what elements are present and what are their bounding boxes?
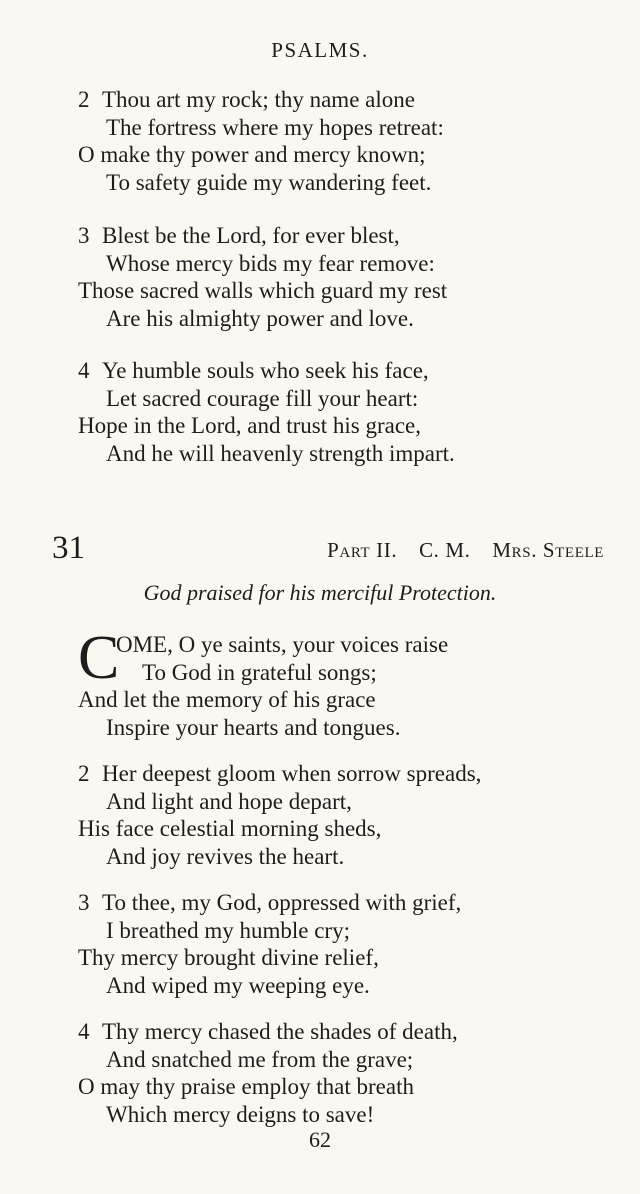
verse-line: OME, O ye saints, your voices raise bbox=[116, 632, 449, 657]
hymn-header bbox=[52, 530, 604, 570]
hymn-number: 31 bbox=[52, 530, 85, 566]
verse-line: 4 Thy mercy chased the shades of death, bbox=[78, 1019, 458, 1044]
verse-line: Thy mercy brought divine relief, bbox=[78, 945, 379, 970]
prev-stanza-3 bbox=[78, 222, 598, 332]
verse-line: Inspire your hearts and tongues. bbox=[106, 714, 401, 740]
prev-stanza-2 bbox=[78, 86, 598, 196]
stanza-3 bbox=[78, 889, 598, 999]
prev-stanza-4 bbox=[78, 357, 598, 467]
verse-line: And snatched me from the grave; bbox=[106, 1046, 414, 1072]
verse-line: Whose mercy bids my fear remove: bbox=[106, 250, 435, 276]
running-head: PSALMS. bbox=[271, 38, 369, 62]
stanza-number: 2 bbox=[78, 761, 90, 786]
stanza-number: 3 bbox=[78, 890, 90, 915]
verse-line: Those sacred walls which guard my rest bbox=[78, 278, 448, 303]
stanza-1 bbox=[78, 631, 598, 741]
hymn-part: Part II. bbox=[327, 538, 398, 562]
stanza-number: 2 bbox=[78, 87, 90, 112]
verse-line: 2 Thou art my rock; thy name alone bbox=[78, 87, 415, 112]
verse-line: To God in grateful songs; bbox=[142, 659, 377, 685]
stanza-number: 4 bbox=[78, 358, 90, 383]
hymn-subtitle: God praised for his merciful Protection. bbox=[143, 580, 497, 605]
stanza-number: 3 bbox=[78, 223, 90, 248]
stanza-2 bbox=[78, 760, 598, 870]
verse-line: 3 To thee, my God, oppressed with grief, bbox=[78, 890, 462, 915]
verse-line: 2 Her deepest gloom when sorrow spreads, bbox=[78, 761, 482, 786]
drop-cap: C bbox=[78, 624, 120, 692]
verse-line: And he will heavenly strength impart. bbox=[106, 440, 455, 466]
verse-line: Which mercy deigns to save! bbox=[106, 1101, 375, 1127]
stanza-4 bbox=[78, 1018, 598, 1128]
hymn-meter: C. M. bbox=[419, 538, 471, 562]
verse-line: His face celestial morning sheds, bbox=[78, 816, 382, 841]
hymn-meta bbox=[311, 538, 604, 563]
stanza-number: 4 bbox=[78, 1019, 90, 1044]
verse-line: 3 Blest be the Lord, for ever blest, bbox=[78, 223, 400, 248]
verse-line: And light and hope depart, bbox=[106, 788, 352, 814]
verse-line: The fortress where my hopes retreat: bbox=[106, 114, 444, 140]
hymn-author: Mrs. Steele bbox=[492, 538, 604, 562]
verse-line: O may thy praise employ that breath bbox=[78, 1074, 414, 1099]
page-number: 62 bbox=[309, 1127, 331, 1152]
verse-line: I breathed my humble cry; bbox=[106, 917, 350, 943]
verse-line: Are his almighty power and love. bbox=[106, 305, 414, 331]
verse-line: And wiped my weeping eye. bbox=[106, 972, 370, 998]
verse-line: O make thy power and mercy known; bbox=[78, 142, 426, 167]
verse-line: And joy revives the heart. bbox=[106, 843, 345, 869]
verse-line: 4 Ye humble souls who seek his face, bbox=[78, 358, 429, 383]
verse-line: And let the memory of his grace bbox=[78, 687, 376, 712]
verse-line: To safety guide my wandering feet. bbox=[106, 169, 432, 195]
verse-line: Hope in the Lord, and trust his grace, bbox=[78, 413, 421, 438]
verse-line: Let sacred courage fill your heart: bbox=[106, 385, 419, 411]
